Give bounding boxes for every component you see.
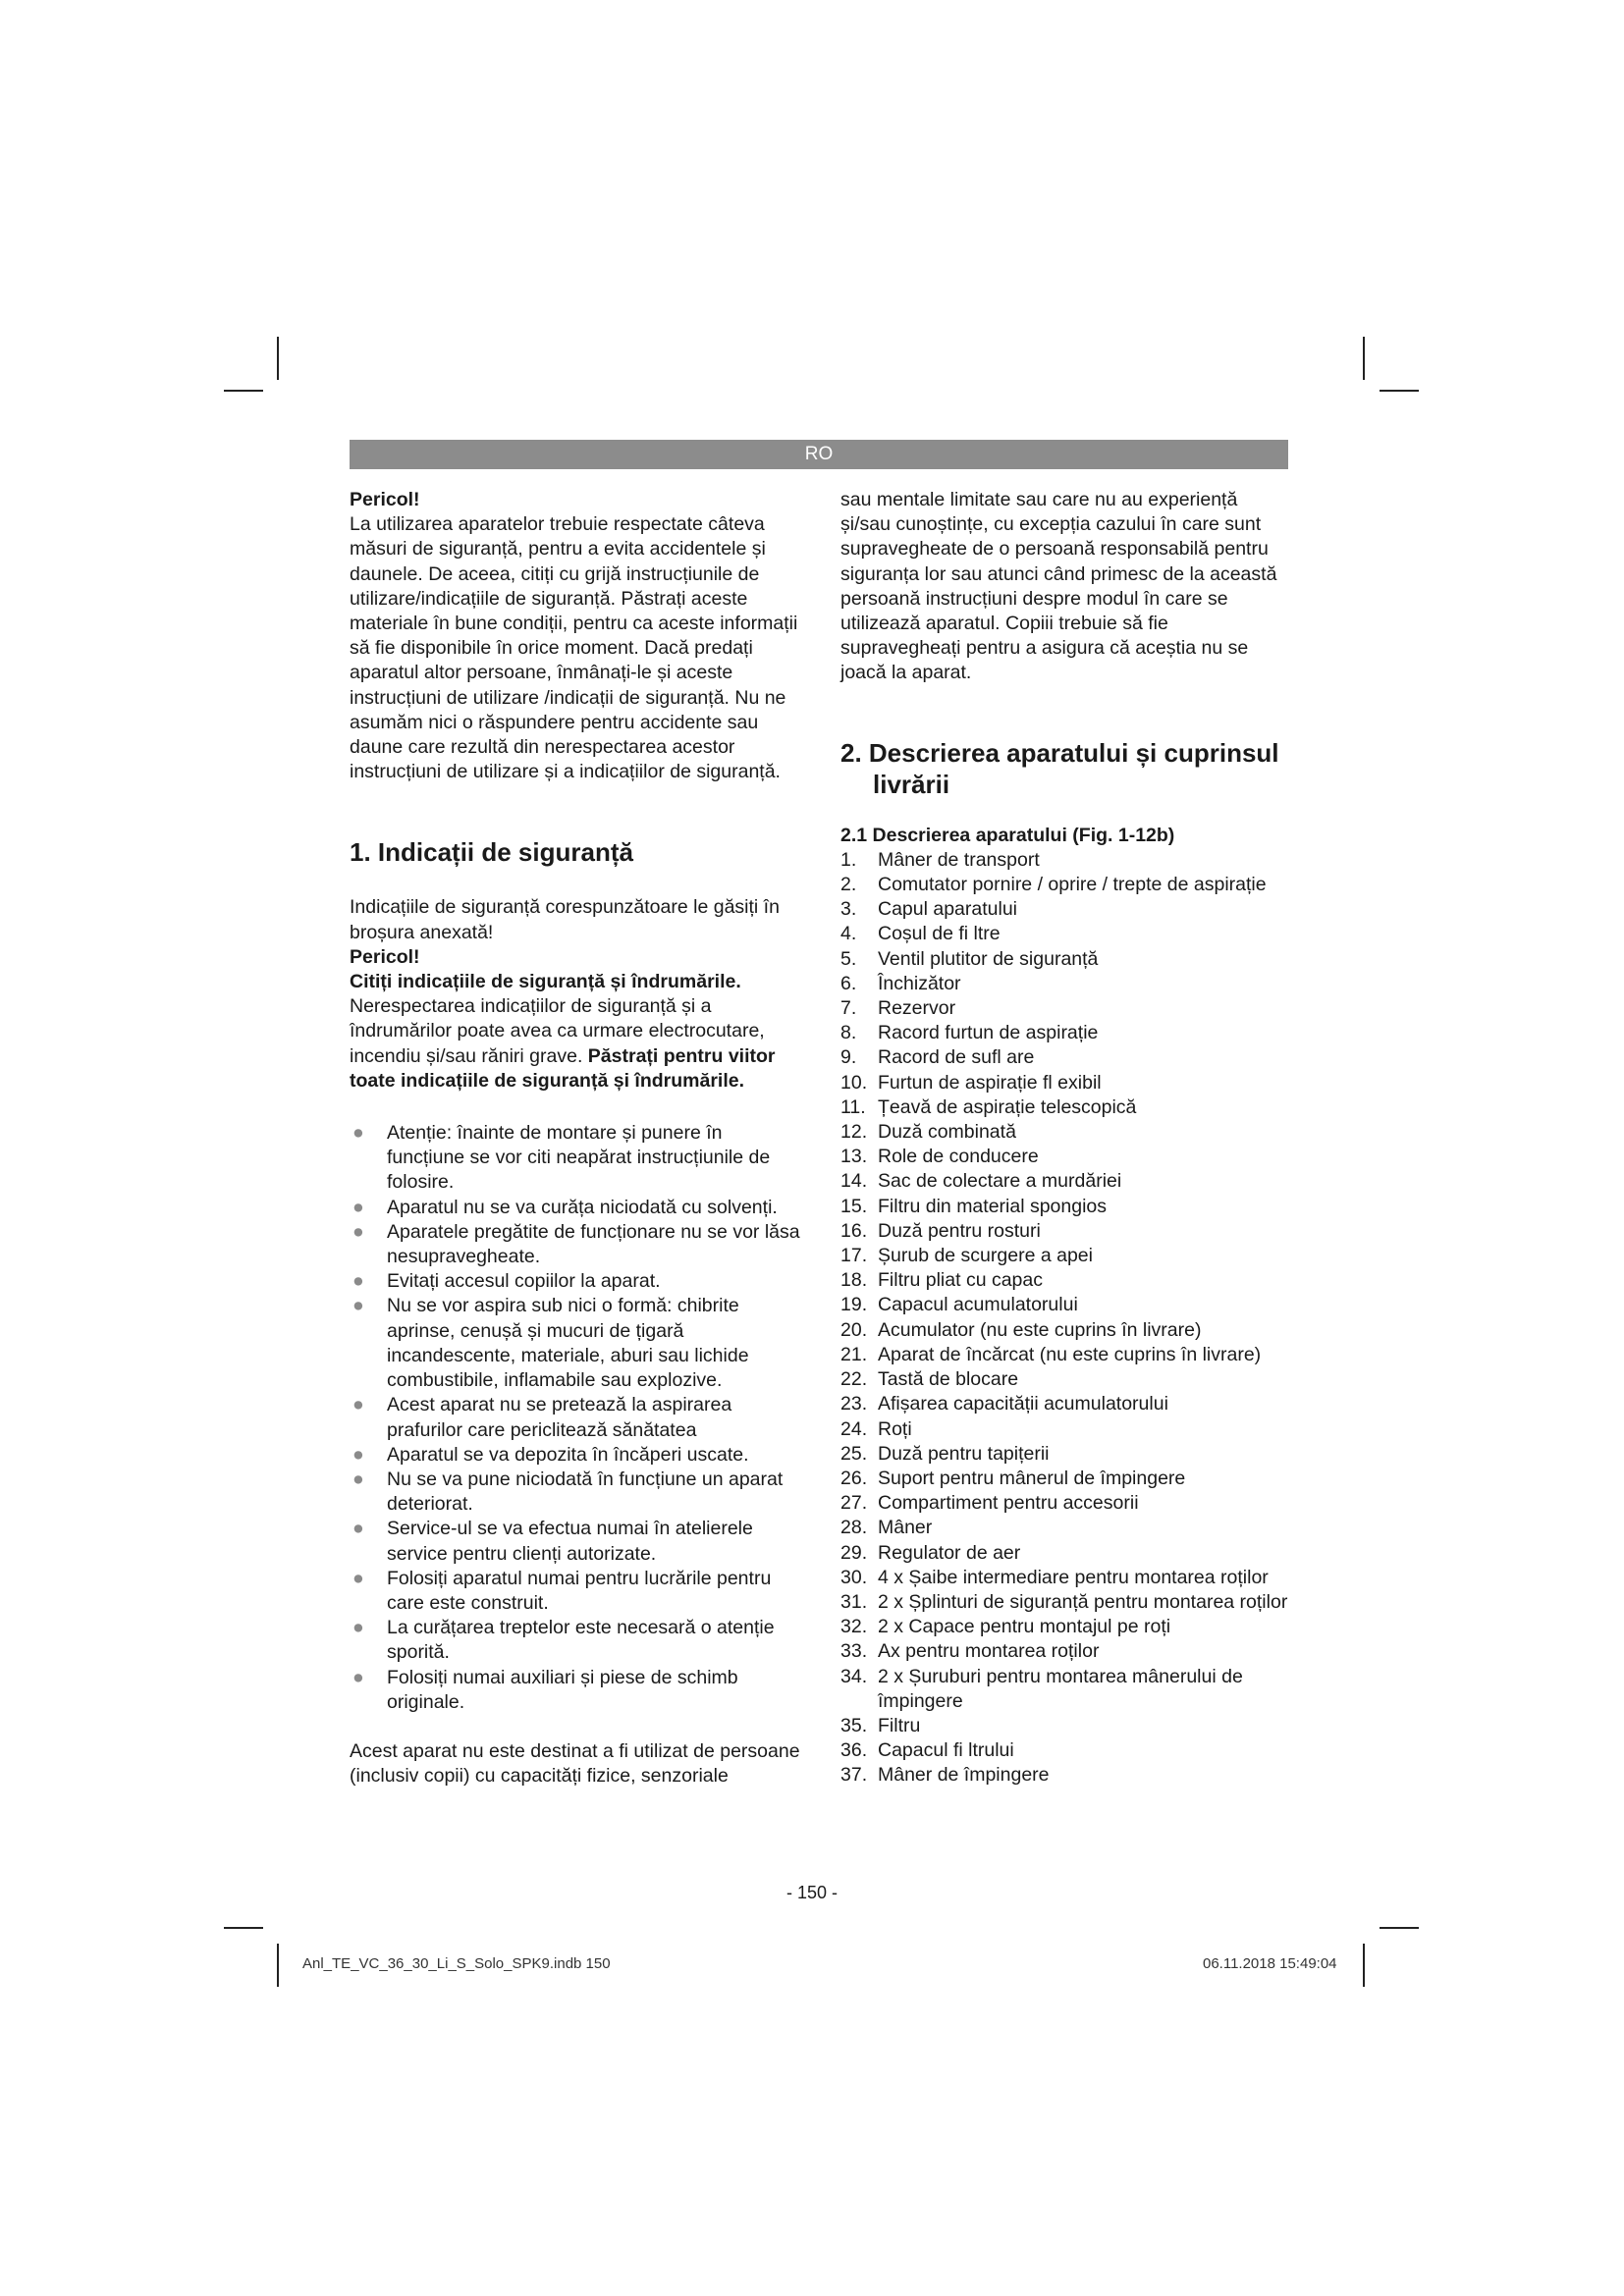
list-item-text: Mâner de împingere: [878, 1764, 1050, 1787]
crop-mark: [277, 1944, 279, 1987]
list-item-number: 20.: [840, 1318, 868, 1341]
list-item-number: 19.: [840, 1294, 868, 1316]
list-item-number: 5.: [840, 947, 857, 970]
list-item-text: Rezervor: [878, 997, 956, 1020]
list-item-text: Regulator de aer: [878, 1541, 1021, 1564]
list-item: [840, 1763, 1292, 1788]
list-item: [840, 922, 1292, 946]
list-item-text: Capacul acumulatorului: [878, 1294, 1078, 1316]
read-instructions-label: Citiți indicațiile de siguranță și îndrumările.: [350, 971, 741, 993]
list-item: [840, 1417, 1292, 1442]
list-item-number: 17.: [840, 1245, 868, 1267]
list-item: [840, 1169, 1292, 1194]
list-item: [840, 1219, 1292, 1244]
device-description-subheading: 2.1 Descrierea aparatului (Fig. 1-12b): [840, 824, 1175, 846]
bullet-icon: ●: [352, 1443, 364, 1466]
list-item-text: Sac de colectare a murdăriei: [878, 1170, 1122, 1193]
list-item: [840, 1045, 1292, 1070]
list-item-number: 22.: [840, 1368, 868, 1391]
list-item-number: 7.: [840, 997, 857, 1020]
list-item-text: Afișarea capacității acumulatorului: [878, 1393, 1168, 1415]
bullet-icon: ●: [352, 1567, 364, 1589]
warning-keep-text: Păstrați pentru viitor toate indicațiile de siguranță și îndrumările.: [350, 1044, 776, 1092]
list-item: [840, 1541, 1292, 1566]
list-item-number: 36.: [840, 1739, 868, 1762]
list-item: ● Nu se vor aspira sub nici o formă: chibrite aprinse, cenușă și mucuri de țigară incandescente, materiale, aburi sau lichide combustibile, inflamabile sau explozive.: [352, 1295, 749, 1392]
list-item: [840, 1145, 1292, 1169]
list-item-text: Duză pentru tapițerii: [878, 1442, 1050, 1465]
right-column: [840, 488, 1292, 1789]
list-item-number: 4.: [840, 923, 857, 945]
list-item: [840, 947, 1292, 972]
list-item: ● La curățarea treptelor este necesară o atenție sporită.: [352, 1617, 775, 1664]
crop-mark: [1363, 1944, 1365, 1987]
list-item: [840, 1318, 1292, 1343]
bullet-icon: ●: [352, 1518, 364, 1540]
list-item: [840, 1244, 1292, 1268]
bullet-icon: ●: [352, 1196, 364, 1218]
list-item-text: Comutator pornire / oprire / trepte de aspirație: [878, 874, 1267, 896]
warning-text: Nerespectarea indicațiilor de siguranță și a îndrumărilor poate avea ca urmare electrocutare, incendiu și/sau răniri grave.: [350, 995, 765, 1067]
list-item-text: Filtru: [878, 1714, 921, 1736]
list-item-number: 27.: [840, 1492, 868, 1515]
list-item: ● Atenție: înainte de montare și punere în funcțiune se vor citi neapărat instrucțiunile de folosire.: [352, 1122, 771, 1194]
list-item-number: 31.: [840, 1590, 868, 1613]
language-header-bar: RO: [350, 440, 1288, 469]
list-item: ● Aparatele pregătite de funcționare nu se vor lăsa nesupravegheate.: [352, 1220, 800, 1268]
list-item-number: 32.: [840, 1616, 868, 1638]
list-item-number: 16.: [840, 1219, 868, 1242]
list-item-text: 2 x Șuruburi pentru montarea mânerului de împingere: [878, 1665, 1243, 1712]
list-item: [840, 1195, 1292, 1219]
crop-mark: [1363, 337, 1365, 380]
list-item-text: Aparat de încărcat (nu este cuprins în livrare): [878, 1343, 1262, 1365]
section2-heading: [840, 737, 1292, 800]
safety-bullet-list: [350, 1121, 801, 1715]
list-item: [840, 1714, 1292, 1738]
list-item: [840, 1665, 1292, 1714]
list-item: [840, 1071, 1292, 1095]
list-item: [840, 1566, 1292, 1590]
list-item: [840, 1268, 1292, 1293]
list-item-number: 1.: [840, 848, 857, 871]
list-item-number: 18.: [840, 1269, 868, 1292]
list-item-number: 6.: [840, 972, 857, 994]
list-item: [840, 1367, 1292, 1392]
list-item-text: Închizător: [878, 972, 961, 994]
crop-mark: [277, 337, 279, 380]
list-item-text: Țeavă de aspirație telescopică: [878, 1095, 1137, 1118]
list-item: ● Acest aparat nu se pretează la aspirarea prafurilor care periclitează sănătatea: [352, 1394, 732, 1441]
section1-heading: 1. Indicații de siguranță: [350, 837, 633, 868]
list-item-number: 13.: [840, 1146, 868, 1168]
bullet-icon: ●: [352, 1220, 364, 1243]
list-item: [840, 1120, 1292, 1145]
crop-mark: [1380, 390, 1419, 392]
warning-paragraph: [350, 994, 801, 1094]
list-item: [840, 1516, 1292, 1540]
list-item-text: Duză pentru rosturi: [878, 1219, 1041, 1242]
list-item-number: 28.: [840, 1517, 868, 1539]
list-item-number: 9.: [840, 1046, 857, 1069]
list-item-text: Mâner: [878, 1517, 933, 1539]
danger-label: Pericol!: [350, 945, 420, 968]
list-item-number: 10.: [840, 1071, 868, 1094]
list-item-text: Furtun de aspirație fl exibil: [878, 1071, 1102, 1094]
list-item: [840, 1442, 1292, 1467]
list-item: [840, 1095, 1292, 1120]
list-item-text: Roți: [878, 1417, 912, 1440]
list-item-number: 29.: [840, 1541, 868, 1564]
left-column: [350, 488, 801, 1789]
list-item-text: Mâner de transport: [878, 848, 1040, 871]
list-item-text: 2 x Capace pentru montajul pe roți: [878, 1616, 1171, 1638]
footer-datetime: 06.11.2018 15:49:04: [1203, 1955, 1337, 1972]
list-item: ● Aparatul nu se va curăța niciodată cu solvenți.: [350, 1196, 801, 1220]
list-item-text: Coșul de fi ltre: [878, 923, 1001, 945]
list-item-text: Ax pentru montarea roților: [878, 1640, 1100, 1663]
bullet-icon: ●: [352, 1122, 364, 1145]
list-item: ● Evitați accesul copiilor la aparat.: [350, 1269, 801, 1294]
footer-filename: Anl_TE_VC_36_30_Li_S_Solo_SPK9.indb 150: [302, 1955, 611, 1972]
list-item-text: 2 x Șplinturi de siguranță pentru montarea roților: [878, 1590, 1288, 1613]
list-item: ● Folosiți aparatul numai pentru lucrările pentru care este construit.: [352, 1567, 772, 1614]
list-item: [840, 1392, 1292, 1416]
list-item-number: 35.: [840, 1714, 868, 1736]
intro-text: La utilizarea aparatelor trebuie respectate câteva măsuri de siguranță, pentru a evita accidentele și daunele. De aceea, citiți cu grijă instrucțiunile de utilizare/indicațiile de siguranță. Păstrați aceste materiale în bune condiții, pentru ca aceste informații să fie disponibile în orice moment. Dacă predați aparatul altor persoane, înmânați-le și aceste instrucțiuni de utilizare /indicații de siguranță. Nu ne asumăm nici o răspundere pentru accidente sau daune care rezultă din nerespectarea acestor instrucțiuni de utilizare și a indicațiilor de siguranță.: [350, 513, 798, 783]
list-item-number: 33.: [840, 1640, 868, 1663]
list-item: [840, 1343, 1292, 1367]
list-item-number: 34.: [840, 1665, 868, 1687]
bullet-icon: ●: [352, 1468, 364, 1490]
crop-mark: [224, 1927, 263, 1929]
list-item: [840, 1738, 1292, 1763]
list-item-number: 37.: [840, 1764, 868, 1787]
crop-mark: [224, 390, 263, 392]
list-item-number: 2.: [840, 874, 857, 896]
closing-paragraph: Acest aparat nu este destinat a fi utilizat de persoane (inclusiv copii) cu capacități fizice, senzoriale: [350, 1739, 800, 1788]
list-item-text: Compartiment pentru accesorii: [878, 1492, 1139, 1515]
list-item-number: 30.: [840, 1566, 868, 1588]
list-item-number: 26.: [840, 1467, 868, 1489]
list-item: ● Folosiți numai auxiliari și piese de schimb originale.: [352, 1666, 738, 1713]
list-item-text: Racord furtun de aspirație: [878, 1022, 1099, 1044]
bullet-icon: ●: [352, 1394, 364, 1416]
list-item-text: Racord de sufl are: [878, 1046, 1035, 1069]
list-item-text: Șurub de scurgere a apei: [878, 1245, 1093, 1267]
list-item: [840, 1021, 1292, 1045]
intro-title: Pericol!: [350, 489, 420, 510]
list-item: [840, 1615, 1292, 1639]
list-item: [840, 1491, 1292, 1516]
list-item: [840, 996, 1292, 1021]
list-item-number: 3.: [840, 898, 857, 921]
bullet-icon: ●: [352, 1617, 364, 1639]
list-item-text: Capul aparatului: [878, 898, 1018, 921]
bullet-icon: ●: [352, 1295, 364, 1317]
list-item-text: Suport pentru mânerul de împingere: [878, 1467, 1186, 1489]
list-item: [840, 897, 1292, 922]
list-item: [840, 873, 1292, 897]
bullet-icon: ●: [352, 1666, 364, 1688]
page-number: - 150 -: [785, 1883, 839, 1902]
list-item-text: Capacul fi ltrului: [878, 1739, 1014, 1762]
list-item-number: 15.: [840, 1195, 868, 1217]
list-item-number: 14.: [840, 1170, 868, 1193]
list-item: [840, 1639, 1292, 1664]
section2-heading-line1: 2. Descrierea aparatului și cuprinsul: [840, 737, 1279, 768]
list-item-number: 12.: [840, 1121, 868, 1144]
list-item-number: 11.: [840, 1095, 866, 1118]
parts-list: [840, 848, 1292, 1789]
list-item-text: Ventil plutitor de siguranță: [878, 947, 1099, 970]
list-item-number: 24.: [840, 1417, 868, 1440]
list-item-number: 8.: [840, 1022, 857, 1044]
list-item: [840, 972, 1292, 996]
safety-intro: Indicațiile de siguranță corespunzătoare le găsiți în broșura anexată!: [350, 896, 780, 943]
list-item-text: Filtru din material spongios: [878, 1195, 1108, 1217]
list-item: ● Aparatul se va depozita în încăperi uscate.: [350, 1443, 801, 1468]
list-item-number: 25.: [840, 1442, 868, 1465]
list-item-text: Filtru pliat cu capac: [878, 1269, 1043, 1292]
list-item-number: 21.: [840, 1343, 868, 1365]
list-item-text: Tastă de blocare: [878, 1368, 1019, 1391]
bullet-icon: ●: [352, 1270, 364, 1293]
section2-heading-line2: livrării: [873, 769, 950, 799]
list-item: ● Service-ul se va efectua numai în atelierele service pentru clienți autorizate.: [352, 1518, 753, 1565]
list-item: ● Nu se va pune niciodată în funcțiune un aparat deteriorat.: [352, 1468, 784, 1516]
crop-mark: [1380, 1927, 1419, 1929]
list-item: [840, 1293, 1292, 1317]
list-item: [840, 1467, 1292, 1491]
list-item: [840, 848, 1292, 873]
list-item-text: Duză combinată: [878, 1121, 1016, 1144]
continued-paragraph: sau mentale limitate sau care nu au experiență și/sau cunoștințe, cu excepția cazului în care sunt supravegheate de o persoană responsabilă pentru siguranța lor sau atunci când primesc de la această persoană instrucțiuni despre modul în care se utilizează aparatul. Copiii trebuie să fie supravegheați pentru a asigura că aceștia nu se joacă la aparat.: [840, 489, 1277, 684]
list-item-text: Acumulator (nu este cuprins în livrare): [878, 1318, 1202, 1341]
list-item-number: 23.: [840, 1393, 868, 1415]
list-item-text: 4 x Șaibe intermediare pentru montarea roților: [878, 1566, 1269, 1588]
list-item: [840, 1590, 1292, 1615]
list-item-text: Role de conducere: [878, 1146, 1039, 1168]
